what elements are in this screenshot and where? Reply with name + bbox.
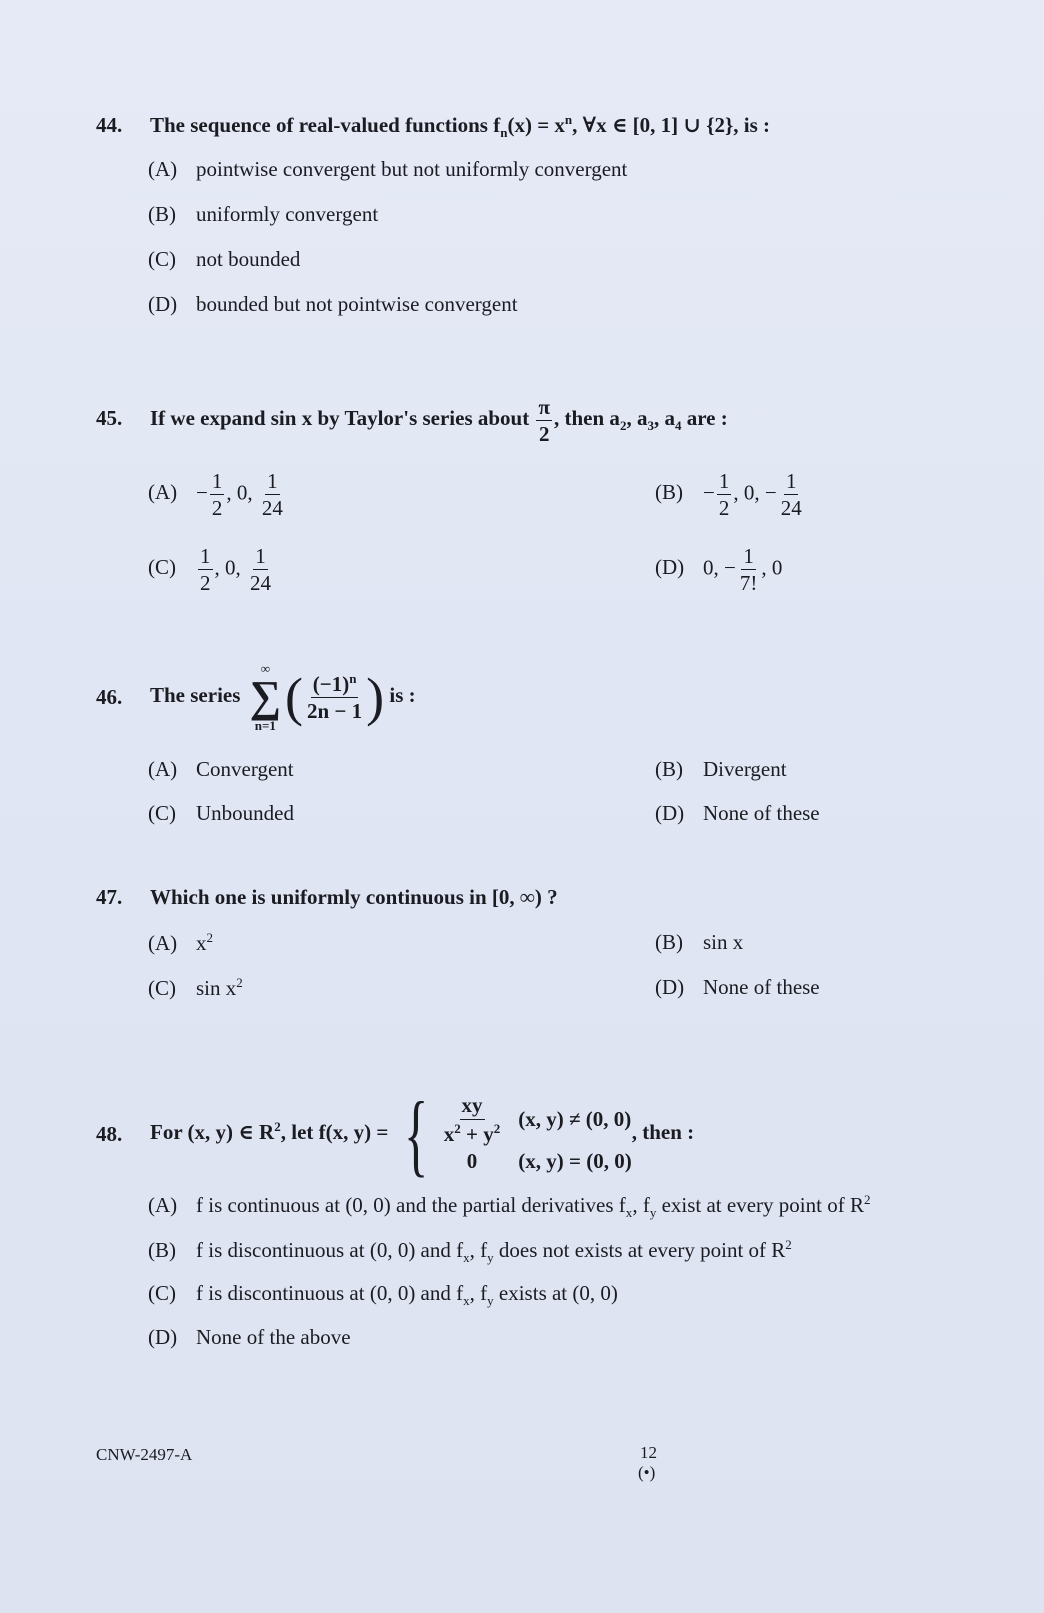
paper-code: CNW-2497-A <box>96 1445 193 1464</box>
option-a: (A) f is continuous at (0, 0) and the partial derivatives $f_x$, $f_y$ exist at every point of $R^2$ <box>148 1192 871 1221</box>
question-text: If we expand sin x by Taylor's series about $\frac{\pi}{2}$ , then $a_2$, $a_3$, $a_4$ are : <box>150 395 728 447</box>
option-b: (B) f is discontinuous at (0, 0) and $f_x$, $f_y$ does not exists at every point of $R^2$ <box>148 1237 792 1266</box>
question-45 <box>96 396 728 445</box>
option-a: (A) Convergent <box>148 757 294 781</box>
option-b: (B) Divergent <box>655 757 787 781</box>
option-d: (D) None of these <box>655 975 820 999</box>
option-b: (B) uniformly convergent <box>148 202 379 226</box>
option-c: (C) f is discontinuous at (0, 0) and $f_x$, $f_y$ exists at (0, 0) <box>148 1281 618 1309</box>
option-d: (D) None of the above <box>148 1325 351 1349</box>
option-d: (D) 0, − $\frac{1}{7!}$ , 0 <box>655 544 783 596</box>
question-number: 46. <box>96 684 123 709</box>
option-c: (C) not bounded <box>148 247 301 271</box>
page-number: 12 <box>640 1443 657 1462</box>
question-text: Which one is uniformly continuous in [0, ∞) ? <box>150 885 558 909</box>
option-b: (B) sin x <box>655 930 744 954</box>
question-44 <box>96 112 770 141</box>
option-b: (B) − $\frac{1}{2}$ , 0, − $\frac{1}{24}$ <box>655 469 802 521</box>
question-47 <box>96 885 558 910</box>
piecewise-definition: { $\frac{xy}{x^2 + y^2}$ (x, y) ≠ (0, 0) 0 (x, y) = (0, 0) <box>403 1083 632 1185</box>
question-number: 48. <box>96 1121 123 1146</box>
question-number: 45. <box>96 406 123 431</box>
option-c: (C) Unbounded <box>148 801 294 825</box>
option-c: (C) $\sin x^2$ <box>148 975 243 1000</box>
question-46 <box>96 662 416 732</box>
question-text: The sequence of real-valued functions $f_n(x) = x^n$, ∀x ∈ [0, 1] ∪ {2}, is : <box>150 112 771 141</box>
question-number: 44. <box>96 113 123 137</box>
question-number: 47. <box>96 885 123 909</box>
question-text: The series ∞ ∑ n=1 ( $\frac{(-1)^n}{2n - 1}$ ) is : <box>150 661 416 733</box>
option-d: (D) bounded but not pointwise convergent <box>148 292 518 316</box>
question-text: For (x, y) ∈ $R^2$, let f(x, y) = { $\frac{xy}{x^2 + y^2}$ (x, y) ≠ (0, 0) 0 (x, y) = (0, 0) , then : <box>150 1083 695 1185</box>
option-a: (A) $x^2$ <box>148 930 214 955</box>
option-d: (D) None of these <box>655 801 820 825</box>
option-c: (C) $\frac{1}{2}$ , 0, $\frac{1}{24}$ <box>148 544 271 596</box>
page-mark: (•) <box>638 1463 656 1482</box>
option-a: (A) − $\frac{1}{2}$ , 0, $\frac{1}{24}$ <box>148 469 283 521</box>
option-a: (A) pointwise convergent but not uniformly convergent <box>148 157 628 181</box>
question-48 <box>96 1083 695 1185</box>
